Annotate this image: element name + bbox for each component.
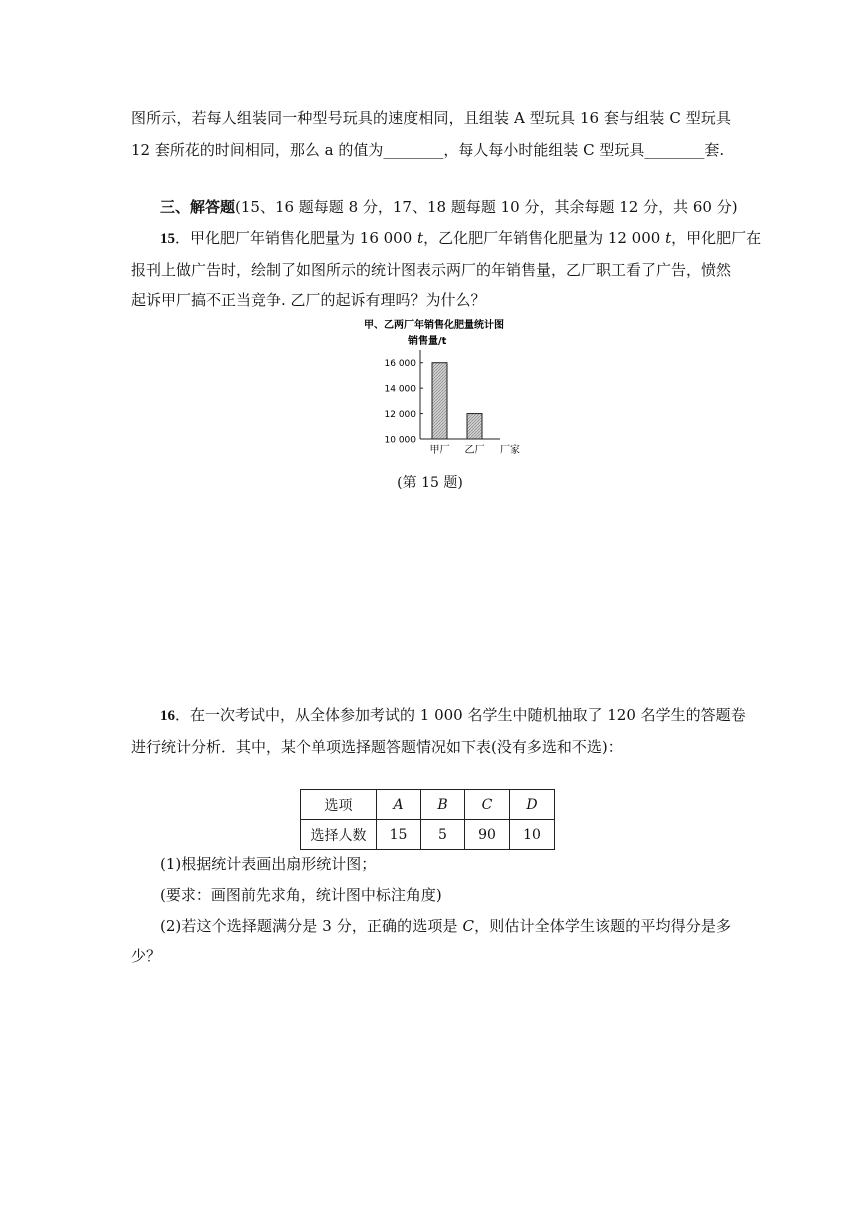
q16-part-2-a: (2)若这个选择题满分是 3 分，正确的选项是 — [160, 917, 463, 935]
count-c: 90 — [465, 820, 510, 850]
q15-number: 15 — [160, 231, 175, 247]
q15-text-a: ．甲化肥厂年销售化肥量为 16 000 — [175, 229, 418, 247]
bar-2 — [467, 414, 482, 439]
count-a: 15 — [377, 820, 421, 850]
chart-xlabel: 厂家 — [500, 445, 520, 456]
q15-bar-chart — [360, 314, 540, 464]
intro-line-2: 12 套所花的时间相同，那么 a 的值为________，每人每小时能组装 C 型玩具________套. — [131, 141, 725, 159]
option-d: D — [510, 790, 555, 820]
q16-part-2-b: ，则估计全体学生该题的平均得分是多 — [474, 917, 731, 935]
section-title: 三、解答题 — [160, 198, 236, 216]
q16-number: 16 — [160, 708, 175, 724]
table-row-label: 选择人数 — [301, 820, 377, 850]
y-tick-label: 10 000 — [384, 435, 416, 446]
q16-correct-option: C — [462, 917, 475, 935]
q15-unit-2: t — [665, 229, 672, 247]
q16-part-2 — [160, 916, 731, 936]
intro-line-1: 图所示，若每人组装同一种型号玩具的速度相同，且组装 A 型玩具 16 套与组装 C 型玩具 — [131, 109, 731, 127]
q16-part-1-note: (要求：画图前先求角，统计图中标注角度) — [160, 886, 442, 904]
y-tick-label: 14 000 — [384, 384, 416, 395]
table-row — [301, 790, 555, 820]
q15-caption: (第 15 题) — [397, 475, 463, 491]
q16-line-1 — [160, 705, 746, 726]
chart-title: 甲、乙两厂年销售化肥量统计图 — [364, 320, 504, 331]
count-d: 10 — [510, 820, 555, 850]
x-tick-label: 乙厂 — [464, 445, 485, 456]
option-b: B — [421, 790, 465, 820]
table-row — [301, 820, 555, 850]
q15-line-3: 起诉甲厂搞不正当竞争. 乙厂的起诉有理吗？为什么？ — [131, 291, 486, 309]
q16-text-a: ．在一次考试中，从全体参加考试的 1 000 名学生中随机抽取了 120 名学生的答题卷 — [175, 706, 746, 724]
count-b: 5 — [421, 820, 465, 850]
q15-text-c: ，甲化肥厂在 — [671, 229, 762, 247]
q16-part-2-end: 少？ — [131, 947, 162, 965]
table-header-label: 选项 — [301, 790, 377, 820]
q16-part-1: (1)根据统计表画出扇形统计图； — [160, 855, 377, 873]
x-tick-label: 甲厂 — [429, 445, 450, 456]
q15-text-b: ，乙化肥厂年销售化肥量为 12 000 — [423, 229, 666, 247]
q15-unit-1: t — [417, 229, 424, 247]
q15-line-1 — [160, 228, 762, 249]
section-heading — [160, 197, 738, 217]
y-tick-label: 16 000 — [384, 359, 416, 370]
option-a: A — [377, 790, 421, 820]
q16-line-2: 进行统计分析．其中，某个单项选择题答题情况如下表(没有多选和不选)： — [131, 738, 623, 756]
y-tick-label: 12 000 — [384, 410, 416, 421]
chart-ylabel: 销售量/t — [408, 336, 447, 347]
q16-options-table — [300, 789, 555, 850]
option-c: C — [465, 790, 510, 820]
section-note: (15、16 题每题 8 分，17、18 题每题 10 分，其余每题 12 分，共 60 分) — [235, 198, 738, 216]
bar-1 — [432, 363, 447, 439]
q15-line-2: 报刊上做广告时，绘制了如图所示的统计图表示两厂的年销售量，乙厂职工看了广告，愤然 — [131, 261, 732, 279]
